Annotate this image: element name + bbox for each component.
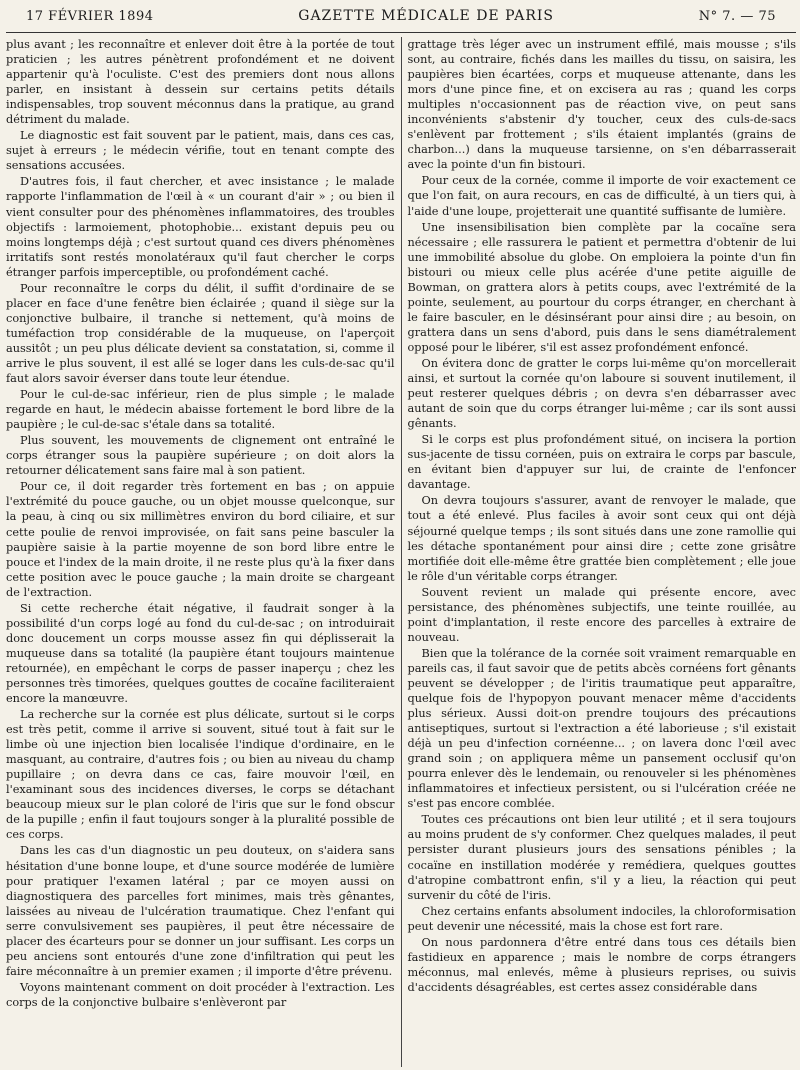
paragraph: Dans les cas d'un diagnostic un peu douteux, on s'aidera sans hésitation d'une bonne loupe, et d'une source modérée de lumière pour pratiquer l'examen latéral ; par ce moyen aussi on diagnostiquera des parcelles fort minimes, mais très gênantes, laissées au niveau de l'ulcération traumatique. Chez l'enfant qui serre convulsivement ses paupières, il peut être nécessaire de placer des écarteurs pour se donner un jour suffisant. Les corps un peu anciens sont entourés d'une zone d'infiltration qui peut les faire méconnaître à un premier examen ; il importe d'être prévenu.: [6, 844, 395, 978]
paragraph: Souvent revient un malade qui présente encore, avec persistance, des phénomènes subjectifs, une teinte rouillée, au point d'implantation, il reste encore des parcelles à extraire de nouveau.: [407, 585, 796, 644]
paragraph: La recherche sur la cornée est plus délicate, surtout si le corps est très petit, comme il arrive si souvent, situé tout à fait sur le limbe où une injection bien localisée l'indique d'ordinaire, en le masquant, au contraire, d'autres fois ; ou bien au niveau du champ pupillaire ; on devra dans ce cas, faire mouvoir l'œil, en l'examinant sous des incidences diverses, le corps se détachant beaucoup mieux sur le plan coloré de l'iris que sur le fond obscur de la pupille ; enfin il faut toujours songer à la pluralité possible de ces corps.: [6, 708, 395, 842]
paragraph: Voyons maintenant comment on doit procéder à l'extraction. Les corps de la conjonctive bulbaire s'enlèveront par: [6, 980, 395, 1009]
paragraph: Pour ceux de la cornée, comme il importe de voir exactement ce que l'on fait, on aura recours, en cas de difficulté, à un tiers qui, à l'aide d'une loupe, projetterait une quantité suffisante de lumière.: [407, 174, 796, 218]
paragraph: Le diagnostic est fait souvent par le patient, mais, dans ces cas, sujet à erreurs ; le médecin vérifie, tout en tenant compte des sensations accusées.: [6, 129, 395, 173]
paragraph: On devra toujours s'assurer, avant de renvoyer le malade, que tout a été enlevé. Plus faciles à avoir sont ceux qui ont déjà séjourné quelque temps ; ils sont situés dans une zone ramollie qui les détache spontanément pour ainsi dire ; cette zone grisâtre mortifiée doit elle-même être grattée bien complètement ; elle joue le rôle d'un véritable corps étranger.: [407, 494, 796, 583]
header-issue: N° 7. — 75: [698, 8, 776, 24]
paragraph: Pour le cul-de-sac inférieur, rien de plus simple ; le malade regarde en haut, le médecin abaisse fortement le bord libre de la paupière ; le cul-de-sac s'étale dans sa totalité.: [6, 388, 395, 432]
paragraph: Bien que la tolérance de la cornée soit vraiment remarquable en pareils cas, il faut savoir que de petits abcès cornéens fort gênants peuvent se développer ; de l'iritis traumatique peut apparaître, quelque fois de l'hypopyon pouvant menacer même d'accidents plus sérieux. Aussi doit-on prendre toujours des précautions antiseptiques, surtout si l'extraction a été laborieuse ; s'il existait déjà un peu d'infection cornéenne... ; on lavera donc l'œil avec grand soin ; on appliquera même un pansement occlusif qu'on pourra enlever dès le lendemain, ou renouveler si les phénomènes inflammatoires et infectieux persistent, ou si l'ulcération créée ne s'est pas encore comblée.: [407, 646, 796, 811]
paragraph: grattage très léger avec un instrument effilé, mais mousse ; s'ils sont, au contraire, fichés dans les mailles du tissu, on saisira, les paupières bien écartées, corps et muqueuse attenante, dans les mors d'une pince fine, et on excisera au ras ; quand les corps multiples n'occasionnent pas de réaction vive, on peut sans inconvénients s'abstenir d'y toucher, ceux des culs-de-sacs s'enlèvent par frottement ; s'ils étaient implantés (grains de charbon...) dans la muqueuse tarsienne, on s'en débarrasserait avec la pointe d'un fin bistouri.: [407, 38, 796, 172]
paragraph: On nous pardonnera d'être entré dans tous ces détails bien fastidieux en apparence ; mais le nombre de corps étrangers méconnus, mal enlevés, même à plusieurs reprises, ou suivis d'accidents désagréables, est certes assez considérable dans: [407, 935, 796, 994]
right-column: [404, 37, 797, 1067]
column-divider: [401, 37, 402, 1067]
paragraph: plus avant ; les reconnaître et enlever doit être à la portée de tout praticien ; les autres pénètrent profondément et ne doivent appartenir qu'à l'oculiste. C'est des premiers dont nous allons parler, en insistant à dessein sur certains petits détails indispensables, trop souvent méconnus dans la pratique, au grand détriment du malade.: [6, 38, 395, 127]
paragraph: Si cette recherche était négative, il faudrait songer à la possibilité d'un corps logé au fond du cul-de-sac ; on introduirait donc doucement un corps mousse assez fin qui déplisserait la muqueuse dans sa totalité (la paupière étant toujours maintenue retournée), en empêchant le corps de passer inaperçu ; chez les personnes très timorées, quelques gouttes de cocaïne faciliteraient encore la manœuvre.: [6, 601, 395, 706]
paragraph: D'autres fois, il faut chercher, et avec insistance ; le malade rapporte l'inflammation de l'œil à « un courant d'air » ; ou bien il vient consulter pour des phénomènes inflammatoires, des troubles objectifs : larmoiement, photophobie... existant depuis peu ou moins longtemps déjà ; c'est surtout quand ces divers phénomènes irritatifs sont restés monolatéraux qu'il faut chercher le corps étranger parfois imperceptible, ou profondément caché.: [6, 175, 395, 279]
left-column: [6, 37, 399, 1067]
page-header: [6, 0, 796, 33]
header-date: 17 FÉVRIER 1894: [26, 8, 154, 24]
paragraph: Pour reconnaître le corps du délit, il suffit d'ordinaire de se placer en face d'une fenêtre bien éclairée ; quand il siège sur la conjonctive bulbaire, il tranche si nettement, qu'à moins de tuméfaction trop considérable de la muqueuse, on l'aperçoit aussitôt ; un peu plus délicate devient sa constatation, si, comme il arrive le plus souvent, il est allé se loger dans les culs-de-sac qu'il faut alors savoir éverser dans toute leur étendue.: [6, 281, 395, 386]
paragraph: Si le corps est plus profondément situé, on incisera la portion sus-jacente de tissu cornéen, puis on extraira le corps par bascule, en évitant bien d'appuyer sur lui, de crainte de l'enfoncer davantage.: [407, 433, 796, 492]
article-columns: [6, 37, 796, 1067]
header-title: GAZETTE MÉDICALE DE PARIS: [298, 8, 555, 24]
paragraph: Une insensibilisation bien complète par la cocaïne sera nécessaire ; elle rassurera le patient et permettra d'obtenir de lui une immobilité absolue du globe. On emploiera la pointe d'un fin bistouri ou mieux celle plus acérée d'une petite aiguille de Bowman, on grattera alors à petits coups, avec l'extrémité de la pointe, seulement, au pourtour du corps étranger, en cherchant à le faire basculer, en le désinsérant pour ainsi dire ; au besoin, on grattera dans un sens d'abord, puis dans le sens diamétralement opposé pour le libérer, s'il est assez profondément enfoncé.: [407, 220, 796, 354]
paragraph: Toutes ces précautions ont bien leur utilité ; et il sera toujours au moins prudent de s'y conformer. Chez quelques malades, il peut persister durant plusieurs jours des sensations pénibles ; la cocaïne en instillation modérée y remédiera, quelques gouttes d'atropine combattront enfin, s'il y a lieu, la réaction qui peut survenir du côté de l'iris.: [407, 813, 796, 902]
paragraph: Plus souvent, les mouvements de clignement ont entraîné le corps étranger sous la paupière supérieure ; on doit alors la retourner délicatement sans faire mal à son patient.: [6, 434, 395, 478]
paragraph: Pour ce, il doit regarder très fortement en bas ; on appuie l'extrémité du pouce gauche, ou un objet mousse quelconque, sur la peau, à cinq ou six millimètres environ du bord ciliaire, et sur cette poulie de renvoi improvisée, on fait sans peine basculer la paupière saisie à la partie moyenne de son bord libre entre le pouce et l'index de la main droite, il ne reste plus qu'à la fixer dans cette position avec le pouce gauche ; la main droite se chargeant de l'extraction.: [6, 480, 395, 599]
paragraph: On évitera donc de gratter le corps lui-même qu'on morcellerait ainsi, et surtout la cornée qu'on laboure si souvent inutilement, il peut resterer quelques débris ; on devra s'en débarrasser avec autant de soin que du corps étranger lui-même ; car ils sont aussi gênants.: [407, 356, 796, 431]
paragraph: Chez certains enfants absolument indociles, la chloroformisation peut devenir une nécessité, mais la chose est fort rare.: [407, 904, 796, 933]
